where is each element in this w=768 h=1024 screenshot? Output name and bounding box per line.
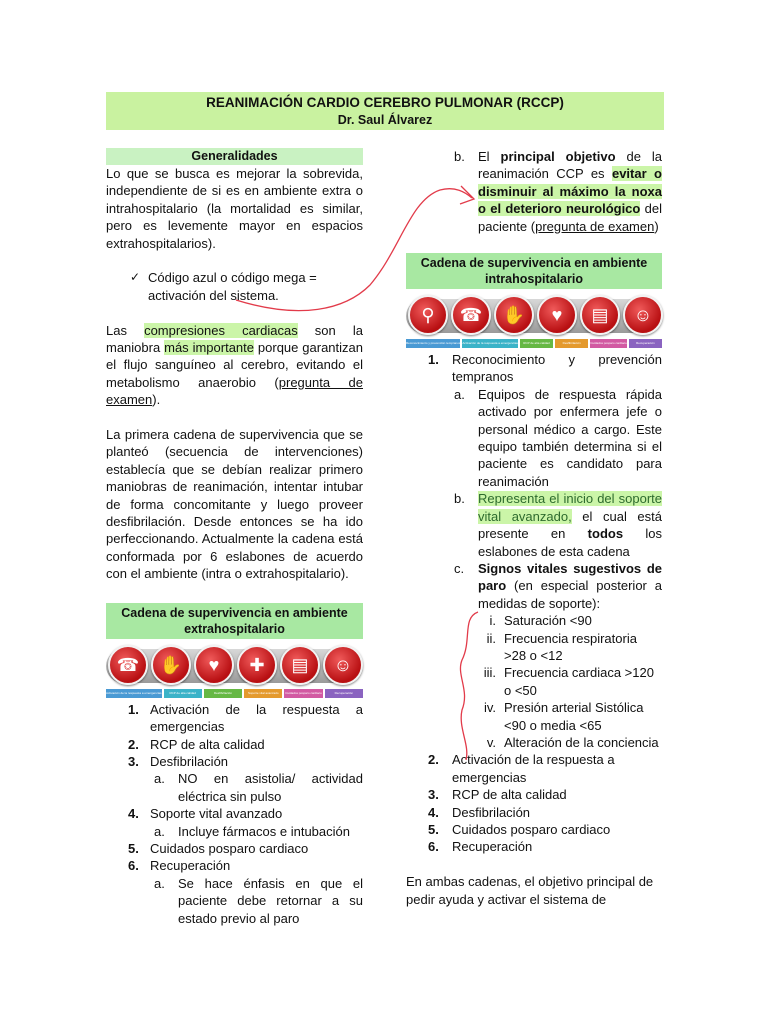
list-text: Recuperación <box>150 858 231 874</box>
list-subsubitem <box>406 734 662 751</box>
history-paragraph: La primera cadena de supervivencia que se planteó (secuencia de intervenciones) establecía que se debían realizar primero maniobras de reanimación, intentar intubar de forma concomitante y luego proveer desfibrilación. Desde entonces se ha ido perfeccionando. Actualmente la cadena está conformada por 6 eslabones de acuerdo con el ambiente (intra o extrahospitalario). <box>106 427 363 582</box>
list-number: 2. <box>428 752 439 768</box>
list-item <box>106 701 363 736</box>
chain-label: Desfibrilación <box>555 339 588 348</box>
list-item <box>406 351 662 386</box>
check-list-item <box>106 269 363 304</box>
highlight-soporte-vital: Representa el inicio del soporte vital avanzado, <box>478 491 662 524</box>
list-roman: iii. <box>483 665 496 681</box>
list-number: 6. <box>428 839 439 855</box>
chain-label: Reconocimiento y prevención tempranos <box>406 339 460 348</box>
list-number: 2. <box>128 736 139 752</box>
chain-label: RCP de alta calidad <box>164 689 202 698</box>
survival-chain-extra <box>106 645 363 701</box>
list-item <box>406 838 662 855</box>
chain-label: Desfibrilación <box>204 689 242 698</box>
list-roman: v. <box>486 734 496 750</box>
hospital-bed-icon: ▤ <box>280 645 320 685</box>
list-letter: b. <box>454 149 465 164</box>
right-column <box>406 148 662 908</box>
list-number: 1. <box>128 701 139 717</box>
list-text: Frecuencia respiratoria >28 o <12 <box>504 630 637 663</box>
list-item <box>406 751 662 786</box>
exam-question-note: pregunta de examen <box>535 218 655 234</box>
list-subitem <box>406 386 662 490</box>
objective-item <box>406 148 662 235</box>
phone-icon: ☎ <box>451 295 491 335</box>
list-item <box>406 821 662 838</box>
list-number: 1. <box>428 352 439 368</box>
chain-labels <box>106 689 363 698</box>
list-number: 3. <box>128 753 139 769</box>
cpr-hands-icon: ✋ <box>151 645 191 685</box>
compressions-paragraph <box>106 322 363 409</box>
list-text: Alteración de la conciencia <box>504 734 659 750</box>
list-item <box>106 736 363 753</box>
heart-defib-icon: ♥ <box>537 295 577 335</box>
list-text: Activación de la respuesta a emergencias <box>150 701 363 735</box>
list-letter: c. <box>454 560 465 576</box>
list-number: 3. <box>428 787 439 803</box>
checkmark-icon: ✓ <box>130 270 141 285</box>
list-subitem <box>106 770 363 805</box>
hospital-bed-icon: ▤ <box>580 295 620 335</box>
magnifier-icon: ⚲ <box>408 295 448 335</box>
list-letter: b. <box>454 491 465 507</box>
left-column <box>106 148 363 927</box>
section-heading-intrahospitalario: Cadena de supervivencia en ambiente intrahospitalario <box>406 253 662 289</box>
list-number: 4. <box>128 806 139 822</box>
document-author: Dr. Saul Álvarez <box>337 113 433 128</box>
list-text: Se hace énfasis en que el paciente debe retornar a su estado previo al paro <box>178 875 363 926</box>
chain-label: Cuidados posparo cardiaco <box>590 339 627 348</box>
list-text: Activación de la respuesta a emergencias <box>452 752 615 785</box>
list-subsubitem <box>406 699 662 734</box>
list-subsubitem <box>406 630 662 665</box>
chain-label: RCP de alta calidad <box>520 339 553 348</box>
survival-chain-intra <box>406 295 662 351</box>
list-number: 6. <box>128 858 139 874</box>
list-text: Desfibrilación <box>150 753 229 769</box>
text-run: del paciente ( <box>478 201 662 234</box>
list-subitem <box>106 823 363 840</box>
exam-question-note: pregunta de examen <box>106 374 363 408</box>
highlight-compresiones: compresiones cardiacas <box>144 322 298 338</box>
list-text <box>478 490 662 560</box>
list-item <box>106 857 363 874</box>
list-number: 4. <box>428 804 439 820</box>
list-text: Reconocimiento y prevención tempranos <box>452 352 662 385</box>
list-item <box>406 804 662 821</box>
list-item <box>106 805 363 822</box>
list-letter: a. <box>454 386 465 402</box>
people-icon: ☺ <box>323 645 363 685</box>
document-title: REANIMACIÓN CARDIO CEREBRO PULMONAR (RCCP) <box>206 95 564 110</box>
list-text: Equipos de respuesta rápida activado por enfermera jefe o personal médico a cargo. Este equipo también determina si el paciente es candidato para reanimación <box>478 386 662 489</box>
list-text: Cuidados posparo cardiaco <box>150 840 309 856</box>
intra-chain-list <box>406 351 662 856</box>
text-run: Las <box>106 322 145 338</box>
list-roman: ii. <box>486 630 496 646</box>
list-subsubitem <box>406 664 662 699</box>
chain-label: Soporte vital avanzado <box>244 689 282 698</box>
cpr-hands-icon: ✋ <box>494 295 534 335</box>
heart-defib-icon: ♥ <box>194 645 234 685</box>
list-subitem <box>106 875 363 927</box>
list-subitem <box>406 490 662 560</box>
list-text <box>478 560 662 612</box>
chain-labels <box>406 339 662 348</box>
chain-label: Cuidados posparo cardiaco <box>284 689 322 698</box>
extra-chain-list <box>106 701 363 927</box>
closing-paragraph: En ambas cadenas, el objetivo principal de pedir ayuda y activar el sistema de <box>406 874 654 907</box>
list-roman: iv. <box>483 700 496 716</box>
list-subitem <box>406 560 662 612</box>
text-run: los eslabones de esta cadena <box>478 526 662 559</box>
chain-label: Recuperación <box>325 689 363 698</box>
text-run: (en especial posterior a medidas de soporte): <box>478 578 662 611</box>
section-heading-extrahospitalario: Cadena de supervivencia en ambiente extrahospitalario <box>106 603 363 639</box>
list-item <box>406 786 662 803</box>
list-text: Recuperación <box>452 839 533 855</box>
text-run: porque garantizan el flujo sanguíneo al cerebro, evitando el metabolismo anaerobio ( <box>106 340 363 390</box>
list-text: Soporte vital avanzado <box>150 806 283 822</box>
list-text: Presión arterial Sistólica <90 o media <65 <box>504 700 644 733</box>
list-text: Incluye fármacos e intubación <box>178 823 350 839</box>
check-item-text: Código azul o código mega = activación del sistema. <box>148 270 317 303</box>
list-text: Desfibrilación <box>452 804 531 820</box>
list-letter: a. <box>154 823 165 839</box>
intro-paragraph: Lo que se busca es mejorar la sobrevida, independiente de si es en ambiente extra o intrahospitalario (la mortalidad es similar, pero es levemente mayor en espacios extrahospitalarios). <box>106 166 363 251</box>
bold-signos-vitales: Signos vitales sugestivos de paro <box>478 560 662 594</box>
list-text: Frecuencia cardiaca >120 o <50 <box>504 665 654 698</box>
ambulance-icon: ✚ <box>237 645 277 685</box>
section-heading-generalidades: Generalidades <box>106 148 363 165</box>
objective-text <box>478 148 662 235</box>
list-letter: a. <box>154 771 165 787</box>
highlight-evitar-noxa: evitar o disminuir al máximo la noxa o el deterioro neurológico <box>478 166 663 217</box>
chain-label: Activación de la respuesta a emergencias <box>106 689 162 698</box>
text-run: ). <box>152 392 161 408</box>
text-run: El <box>478 149 501 164</box>
bold-todos: todos <box>587 526 624 542</box>
chain-label: Activación de la respuesta a emergencias <box>462 339 518 348</box>
list-number: 5. <box>428 822 439 837</box>
chain-label: Recuperación <box>629 339 662 348</box>
list-roman: i. <box>489 613 496 629</box>
list-letter: a. <box>154 875 165 891</box>
bold-principal-objetivo: principal objetivo <box>500 149 616 164</box>
list-text: RCP de alta calidad <box>150 736 265 752</box>
text-run: ) <box>654 218 659 234</box>
list-subsubitem <box>406 612 662 629</box>
list-text: NO en asistolia/ actividad eléctrica sin pulso <box>178 771 363 804</box>
highlight-mas-importante: más importante <box>164 340 254 356</box>
people-icon: ☺ <box>623 295 663 335</box>
list-number: 5. <box>128 840 139 856</box>
list-text: RCP de alta calidad <box>452 787 567 803</box>
list-text: Saturación <90 <box>504 613 592 629</box>
list-text: Cuidados posparo cardiaco <box>452 822 611 837</box>
list-item <box>106 840 363 857</box>
text-run: son la maniobra <box>106 322 363 356</box>
text-run: de la reanimación CCP es <box>478 149 663 182</box>
text-run: el cual está presente en <box>478 508 662 542</box>
title-banner <box>106 92 664 130</box>
list-item <box>106 753 363 770</box>
phone-icon: ☎ <box>108 645 148 685</box>
